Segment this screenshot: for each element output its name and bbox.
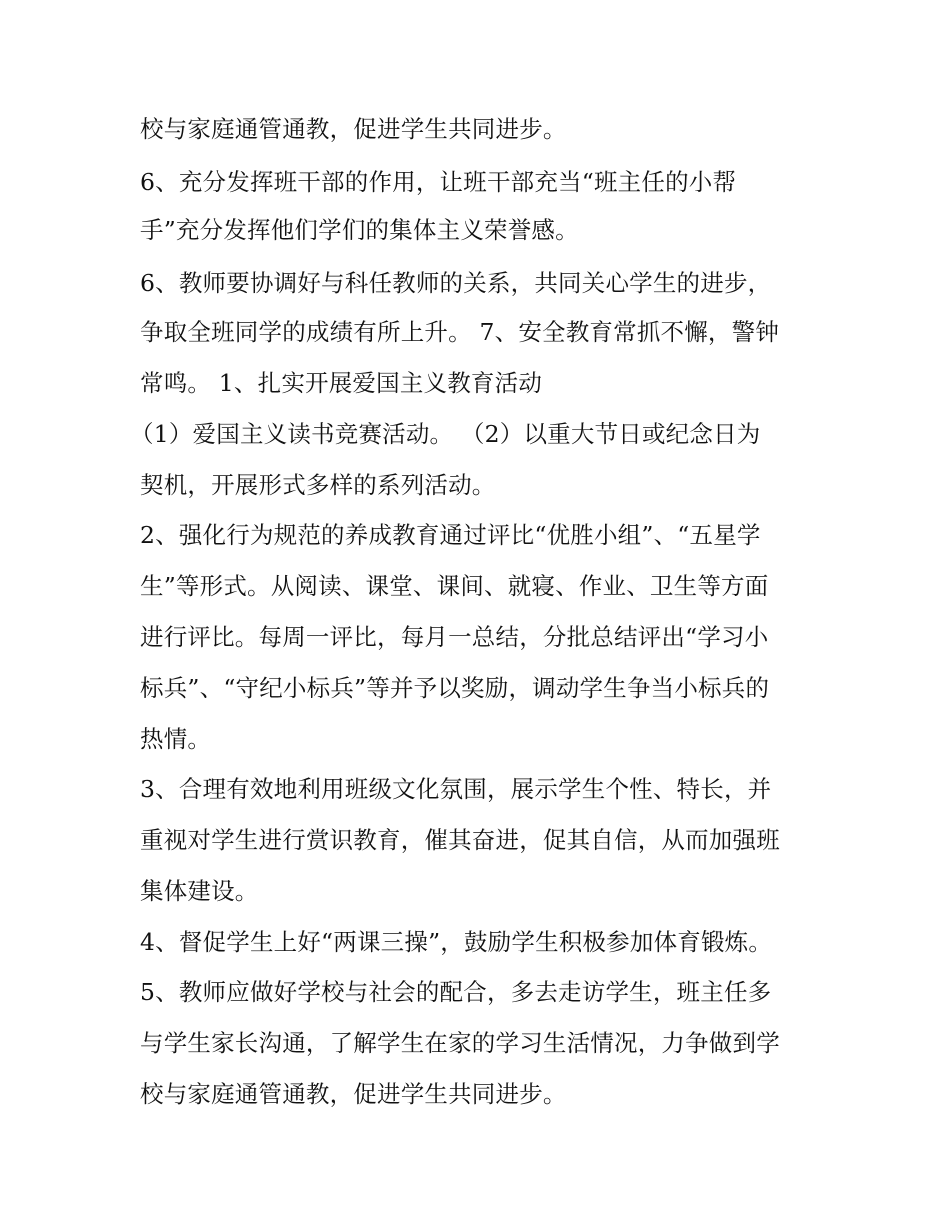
text-line: 6、教师要协调好与科任教师的关系，共同关心学生的进步， [140, 269, 772, 297]
text-line: 契机，开展形式多样的系列活动。 [140, 471, 496, 499]
text-line: 5、教师应做好学校与社会的配合，多去走访学生，班主任多 [140, 978, 772, 1006]
text-line: 重视对学生进行赏识教育，催其奋进，促其自信，从而加强班 [140, 826, 780, 854]
text-line: 校与家庭通管通教，促进学生共同进步。 [140, 115, 567, 143]
text-line: 6、充分发挥班干部的作用，让班干部充当“班主任的小帮 [140, 168, 737, 196]
text-line: 热情。 [140, 725, 212, 753]
text-line: 生”等形式。从阅读、课堂、课间、就寝、作业、卫生等方面 [140, 572, 769, 600]
text-line: （1）爱国主义读书竞赛活动。 （2）以重大节日或纪念日为 [130, 420, 761, 448]
text-line: 手”充分发挥他们学们的集体主义荣誉感。 [140, 216, 579, 244]
text-line: 校与家庭通管通教，促进学生共同进步。 [140, 1080, 567, 1108]
text-line: 3、合理有效地利用班级文化氛围，展示学生个性、特长，并 [140, 775, 772, 803]
text-line: 与学生家长沟通，了解学生在家的学习生活情况，力争做到学 [140, 1029, 780, 1057]
text-line: 常鸣。 1、扎实开展爱国主义教育活动 [140, 369, 543, 397]
text-line: 集体建设。 [140, 877, 259, 905]
text-line: 标兵”、“守纪小标兵”等并予以奖励，调动学生争当小标兵的 [140, 674, 770, 702]
text-line: 争取全班同学的成绩有所上升。 7、安全教育常抓不懈，警钟 [140, 318, 780, 346]
text-line: 2、强化行为规范的养成教育通过评比“优胜小组”、“五星学 [140, 521, 761, 549]
text-line: 进行评比。每周一评比，每月一总结，分批总结评出“学习小 [140, 623, 769, 651]
text-line: 4、督促学生上好“两课三操”，鼓励学生积极参加体育锻炼。 [140, 928, 773, 956]
